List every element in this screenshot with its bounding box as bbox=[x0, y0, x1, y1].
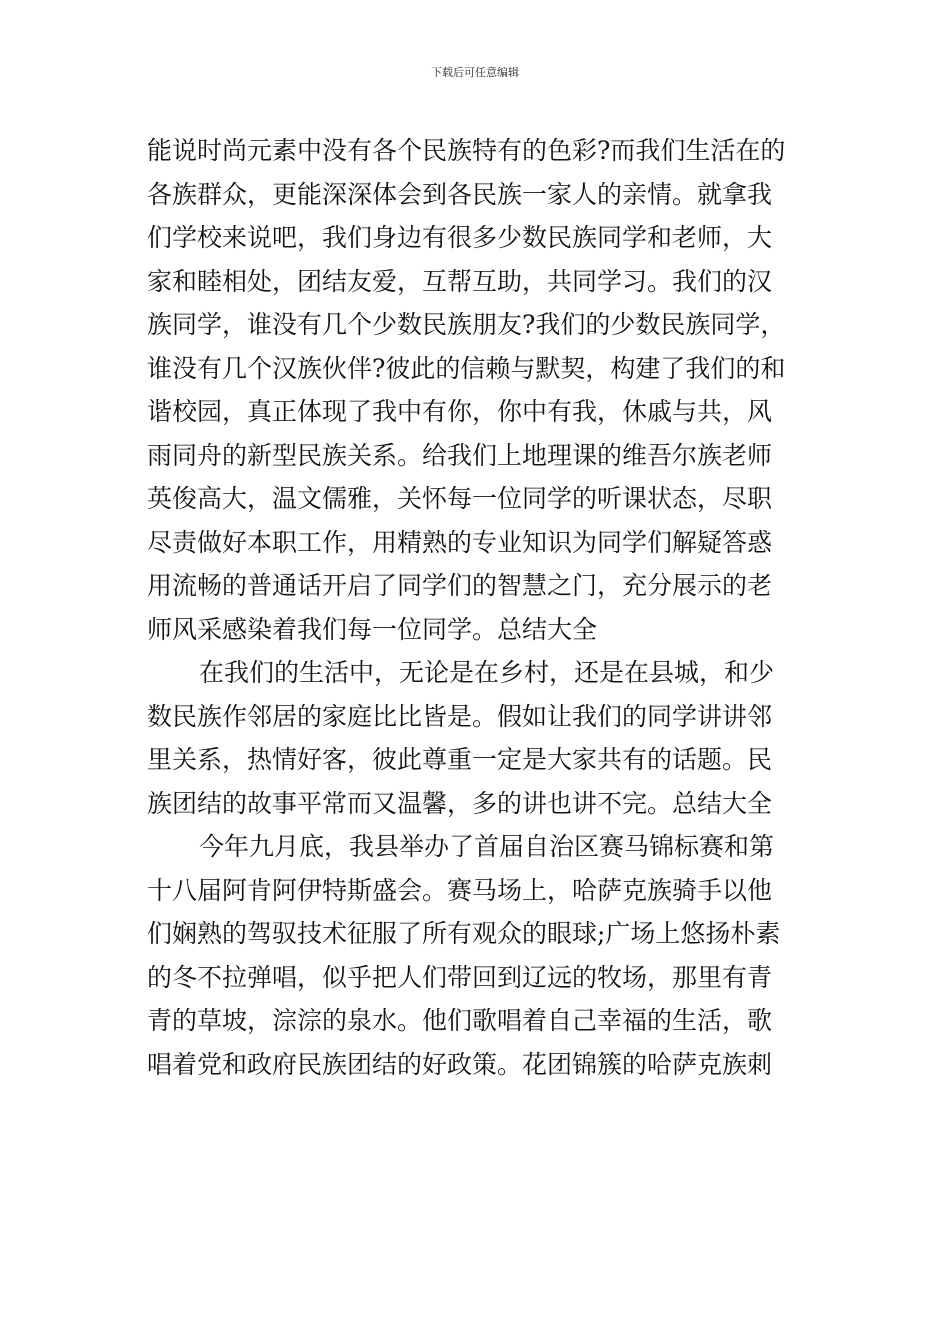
text-line: 谐校园，真正体现了我中有你，你中有我，休戚与共，风 bbox=[147, 397, 773, 426]
text-line: 尽责做好本职工作，用精熟的专业知识为同学们解疑答惑 bbox=[147, 527, 773, 557]
text-line: 族团结的故事平常而又温馨，多的讲也讲不完。总结大全 bbox=[147, 788, 773, 818]
text-line: 的冬不拉弹唱，似乎把人们带回到辽远的牧场，那里有青 bbox=[147, 962, 773, 992]
document-body bbox=[147, 129, 827, 1086]
text-line: 英俊高大，温文儒雅，关怀每一位同学的听课状态，尽职 bbox=[147, 484, 773, 513]
paragraph-first-line: 今年九月底，我县举办了首届自治区赛马锦标赛和第 bbox=[199, 832, 775, 861]
text-line: 青的草坡，淙淙的泉水。他们歌唱着自己幸福的生活，歌 bbox=[147, 1006, 773, 1035]
text-line: 十八届阿肯阿伊特斯盛会。赛马场上，哈萨克族骑手以他 bbox=[147, 875, 773, 905]
text-line: 用流畅的普通话开启了同学们的智慧之门，充分展示的老 bbox=[147, 571, 773, 600]
text-line: 们学校来说吧，我们身边有很多少数民族同学和老师，大 bbox=[147, 223, 773, 252]
text-line: 唱着党和政府民族团结的好政策。花团锦簇的哈萨克族刺 bbox=[147, 1049, 773, 1079]
page-header: 下载后可任意编辑 bbox=[431, 66, 519, 79]
text-line: 谁没有几个汉族伙伴?彼此的信赖与默契，构建了我们的和 bbox=[147, 353, 786, 383]
text-line: 里关系，热情好客，彼此尊重一定是大家共有的话题。民 bbox=[147, 745, 773, 774]
text-line: 数民族作邻居的家庭比比皆是。假如让我们的同学讲讲邻 bbox=[147, 701, 773, 731]
paragraph-first-line: 在我们的生活中，无论是在乡村，还是在县城，和少 bbox=[199, 658, 775, 687]
text-line: 雨同舟的新型民族关系。给我们上地理课的维吾尔族老师 bbox=[147, 440, 773, 470]
text-line: 师风采感染着我们每一位同学。总结大全 bbox=[147, 614, 598, 644]
text-line: 各族群众，更能深深体会到各民族一家人的亲情。就拿我 bbox=[147, 179, 773, 209]
text-line: 能说时尚元素中没有各个民族特有的色彩?而我们生活在的 bbox=[147, 136, 786, 165]
text-line: 族同学，谁没有几个少数民族朋友?我们的少数民族同学， bbox=[147, 310, 786, 339]
text-line: 们娴熟的驾驭技术征服了所有观众的眼球;广场上悠扬朴素 bbox=[147, 919, 781, 948]
text-line: 家和睦相处，团结友爱，互帮互助，共同学习。我们的汉 bbox=[147, 266, 773, 296]
